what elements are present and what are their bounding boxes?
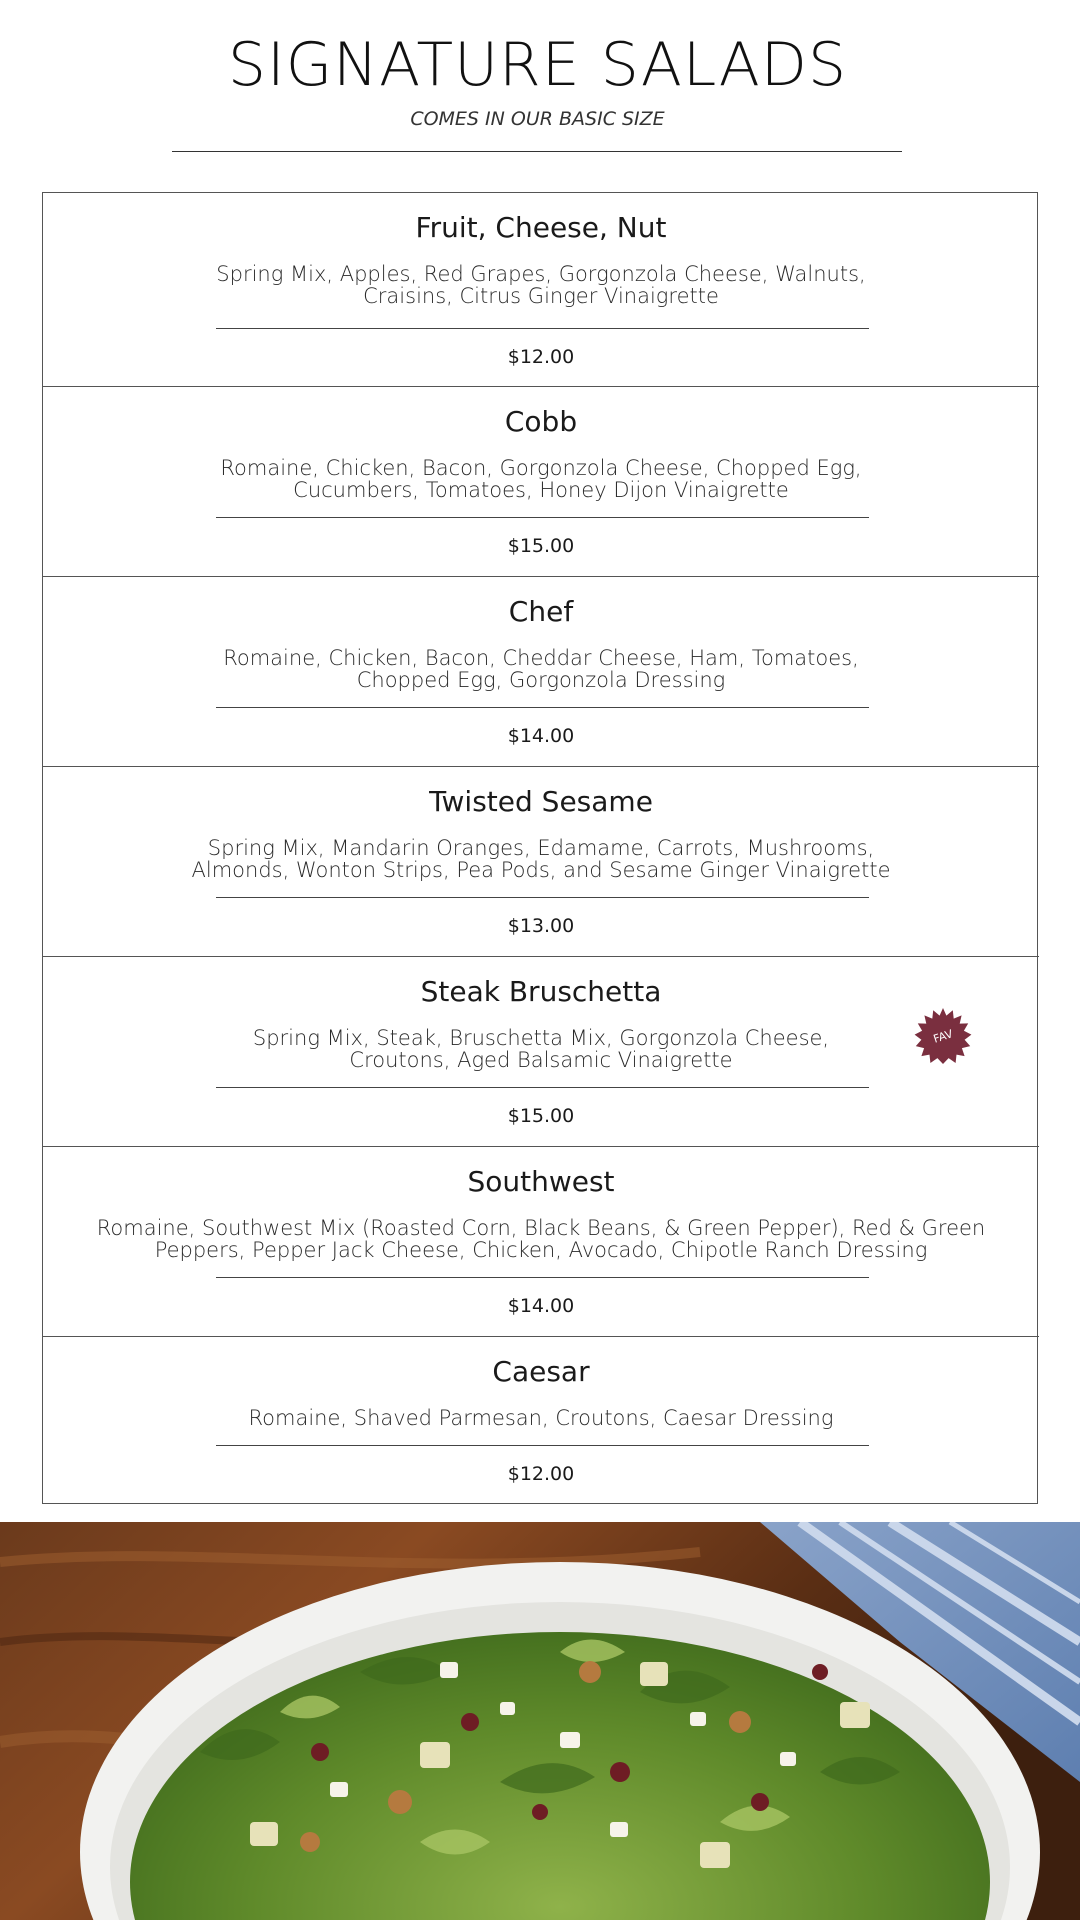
item-description-line: Almonds, Wonton Strips, Pea Pods, and Sesame Ginger Vinaigrette [191, 858, 891, 882]
item-price: $15.00 [507, 1105, 575, 1127]
item-name: Chef [508, 595, 574, 628]
item-name: Caesar [492, 1355, 590, 1388]
item-price: $15.00 [507, 535, 575, 557]
item-description-line: Craisins, Citrus Ginger Vinaigrette [363, 284, 719, 308]
item-description-line: Spring Mix, Apples, Red Grapes, Gorgonzola Cheese, Walnuts, [216, 262, 866, 286]
menu-item-steak-bruschetta [43, 957, 1039, 1147]
item-divider [216, 1277, 869, 1278]
header-divider [172, 151, 902, 152]
item-name: Twisted Sesame [429, 785, 653, 818]
item-description-line: Spring Mix, Steak, Bruschetta Mix, Gorgonzola Cheese, [252, 1026, 830, 1050]
item-description [83, 1027, 999, 1071]
item-description-line: Spring Mix, Mandarin Oranges, Edamame, Carrots, Mushrooms, [207, 836, 875, 860]
item-description-line: Chopped Egg, Gorgonzola Dressing [356, 668, 726, 692]
item-price: $14.00 [507, 1295, 575, 1317]
menu-item-fruit-cheese-nut [43, 193, 1039, 387]
item-description-line: Romaine, Chicken, Bacon, Cheddar Cheese, Ham, Tomatoes, [223, 646, 859, 670]
item-description [83, 837, 999, 881]
page-subtitle: COMES IN OUR BASIC SIZE [410, 108, 665, 130]
item-description [83, 263, 999, 307]
item-description-line: Croutons, Aged Balsamic Vinaigrette [349, 1048, 733, 1072]
menu-item-twisted-sesame [43, 767, 1039, 957]
item-divider [216, 517, 869, 518]
item-price: $12.00 [507, 1463, 575, 1485]
item-description-line: Romaine, Shaved Parmesan, Croutons, Caesar Dressing [248, 1406, 834, 1430]
starburst-icon [914, 1007, 972, 1065]
item-price: $13.00 [507, 915, 575, 937]
item-description [83, 647, 999, 691]
menu-item-southwest [43, 1147, 1039, 1337]
item-divider [216, 1087, 869, 1088]
salad-menu-list [42, 192, 1038, 1504]
item-name: Cobb [504, 405, 578, 438]
item-description [83, 1217, 999, 1261]
item-name: Southwest [467, 1165, 615, 1198]
page-title: SIGNATURE SALADS [227, 30, 848, 100]
item-description-line: Romaine, Southwest Mix (Roasted Corn, Black Beans, & Green Pepper), Red & Green [96, 1216, 986, 1240]
item-description-line: Peppers, Pepper Jack Cheese, Chicken, Avocado, Chipotle Ranch Dressing [154, 1238, 928, 1262]
item-description-line: Romaine, Chicken, Bacon, Gorgonzola Cheese, Chopped Egg, [220, 456, 862, 480]
item-description [83, 1407, 999, 1429]
item-divider [216, 707, 869, 708]
menu-item-chef [43, 577, 1039, 767]
item-divider [216, 1445, 869, 1446]
item-description-line: Cucumbers, Tomatoes, Honey Dijon Vinaigrette [293, 478, 789, 502]
item-price: $12.00 [507, 346, 575, 368]
item-price: $14.00 [507, 725, 575, 747]
item-divider [216, 328, 869, 329]
salad-bowl-image [0, 1522, 1080, 1920]
menu-item-caesar [43, 1337, 1039, 1503]
item-name: Steak Bruschetta [420, 975, 662, 1008]
item-name: Fruit, Cheese, Nut [415, 211, 667, 244]
fav-badge [914, 1007, 972, 1065]
item-divider [216, 897, 869, 898]
item-description [83, 457, 999, 501]
salad-photo [0, 1522, 1080, 1920]
menu-item-cobb [43, 387, 1039, 577]
fav-badge-label: FAV [931, 1027, 955, 1046]
